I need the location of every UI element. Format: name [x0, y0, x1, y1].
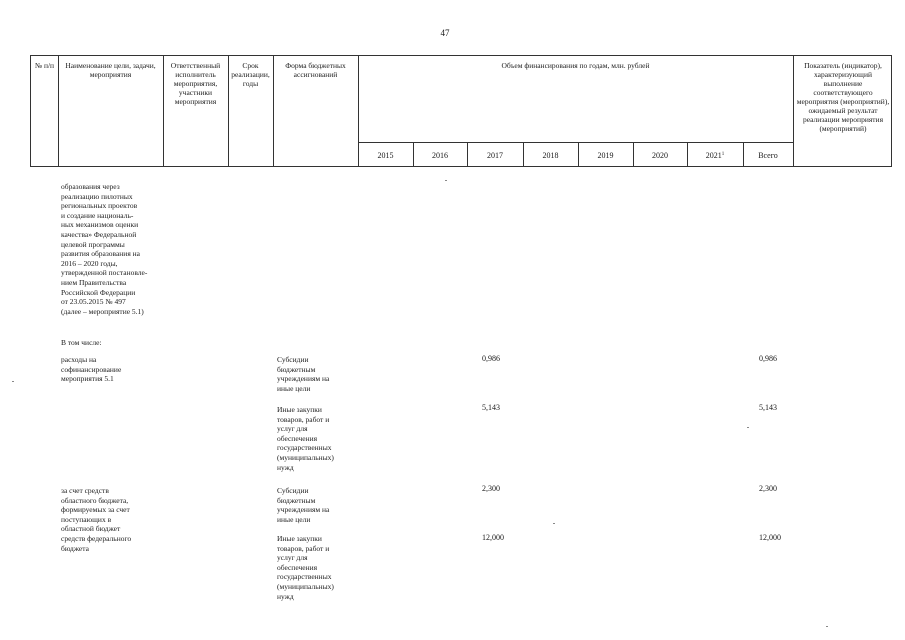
header-name: Наименование цели, задачи, мероприятия [65, 61, 156, 79]
row-2-form: Иные закупки товаров, работ и услуг для обеспечения государственных (муниципальных) нужд [277, 405, 334, 472]
row-1-2017: 0,986 [482, 354, 500, 363]
scan-speck [747, 427, 749, 428]
row-2-2017: 5,143 [482, 403, 500, 412]
row-3-name: за счет средств областного бюджета, формируемых за счет поступающих в областной бюджет средств федерального бюджета [61, 486, 132, 553]
row-1-total: 0,986 [759, 354, 777, 363]
page-number: 47 [440, 28, 450, 38]
row-4-2017: 12,000 [482, 533, 504, 542]
intro-text: образования через реализацию пилотных региональных проектов и создание националь- ных механизмов оценки качества» Федеральной целевой программы развития образования на 2016 – 2020 годы, утвержденной постановле- нием Правительства Российской Федерации от 23.05.2015 № 497 (далее – мероприятие 5.1) [61, 182, 148, 316]
year-2016: 2016 [432, 150, 448, 160]
row-3-total: 2,300 [759, 484, 777, 493]
year-2019: 2019 [597, 150, 614, 160]
header-indicator: Показатель (индикатор), характеризующий выполнение соответствующего мероприятия (мероприятий), ожидаемый результат реализации мероприятия (мероприятий) [796, 61, 890, 133]
scan-speck [826, 626, 828, 627]
year-2021: 2021 1 [705, 150, 725, 160]
row-3-form: Субсидии бюджетным учреждениям на иные цели [277, 486, 330, 524]
row-4-total: 12,000 [759, 533, 781, 542]
scan-speck [553, 523, 555, 524]
scan-speck [445, 180, 447, 181]
row-3-2017: 2,300 [482, 484, 500, 493]
table-header [30, 55, 892, 167]
year-2017: 2017 [487, 150, 503, 160]
year-2018: 2018 [542, 150, 559, 160]
year-total: Всего [758, 150, 778, 160]
header-responsible: Ответственный исполнитель мероприятия, участники мероприятия [170, 61, 221, 106]
scan-speck [12, 381, 14, 382]
row-1-form: Субсидии бюджетным учреждениям на иные цели [277, 355, 330, 393]
row-2-total: 5,143 [759, 403, 777, 412]
row-4-form: Иные закупки товаров, работ и услуг для обеспечения государственных (муниципальных) нужд [277, 534, 334, 601]
header-form: Форма бюджетных ассигнований [285, 61, 346, 79]
header-term: Срок реализации, годы [231, 61, 270, 88]
in-total-label: В том числе: [61, 338, 102, 347]
year-2015: 2015 [377, 150, 394, 160]
row-1-name: расходы на софинансирование мероприятия 5.1 [61, 355, 122, 384]
header-funding: Объем финансирования по годам, млн. рублей [501, 61, 650, 70]
year-2020: 2020 [652, 150, 668, 160]
header-num: № п/п [34, 61, 55, 70]
